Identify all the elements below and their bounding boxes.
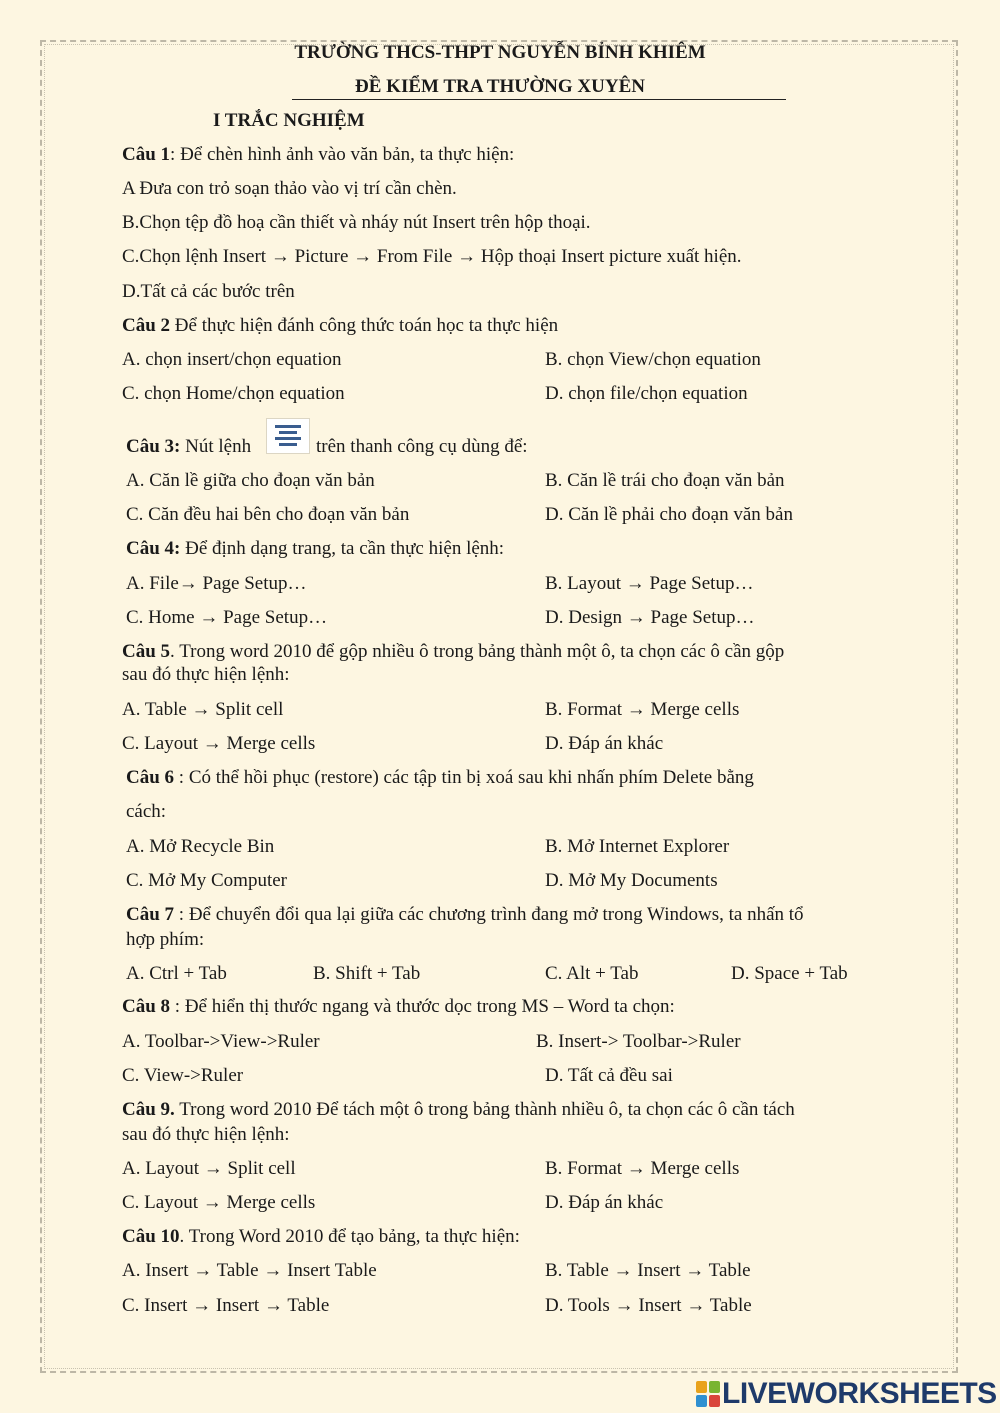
- question-label: Câu 8: [122, 996, 171, 1017]
- exam-title: ĐỀ KIỂM TRA THƯỜNG XUYÊN: [355, 76, 645, 97]
- question-text: : Để hiển thị thước ngang và thước dọc trong MS – Word ta chọn:: [170, 996, 675, 1017]
- question-text: Nút lệnh: [180, 436, 252, 457]
- question-text: Để thực hiện đánh công thức toán học ta thực hiện: [170, 315, 559, 336]
- question-5-cont: sau đó thực hiện lệnh:: [122, 664, 290, 685]
- q10-option-c[interactable]: C. Insert → Insert → Table: [122, 1295, 330, 1316]
- question-label: Câu 3:: [126, 436, 181, 457]
- q5-option-c[interactable]: C. Layout → Merge cells: [122, 733, 316, 754]
- q9-option-b[interactable]: B. Format → Merge cells: [545, 1158, 740, 1179]
- logo-square: [709, 1395, 720, 1407]
- q6-option-b[interactable]: B. Mở Internet Explorer: [545, 836, 730, 857]
- question-text-cont: trên thanh công cụ dùng để:: [316, 436, 528, 457]
- question-text: . Trong word 2010 để gộp nhiều ô trong bảng thành một ô, ta chọn các ô cần gộp: [170, 641, 785, 662]
- q7-option-b[interactable]: B. Shift + Tab: [313, 963, 421, 984]
- q5-option-b[interactable]: B. Format → Merge cells: [545, 699, 740, 720]
- question-3: [126, 436, 251, 458]
- q4-option-c[interactable]: C. Home → Page Setup…: [126, 607, 328, 628]
- q10-option-d[interactable]: D. Tools → Insert → Table: [545, 1295, 752, 1316]
- question-text: . Trong Word 2010 để tạo bảng, ta thực hiện:: [179, 1226, 520, 1247]
- q3-option-b[interactable]: B. Căn lề trái cho đoạn văn bản: [545, 470, 785, 491]
- q2-option-c[interactable]: C. chọn Home/chọn equation: [122, 383, 345, 404]
- q8-option-c[interactable]: C. View->Ruler: [122, 1065, 244, 1086]
- question-label: Câu 5: [122, 641, 171, 662]
- question-label: Câu 1: [122, 144, 171, 165]
- q9-option-a[interactable]: A. Layout → Split cell: [122, 1158, 296, 1179]
- question-text: : Có thể hồi phục (restore) các tập tin bị xoá sau khi nhấn phím Delete bằng: [174, 767, 754, 788]
- q1-option-d[interactable]: D.Tất cả các bước trên: [122, 281, 295, 302]
- question-label: Câu 9.: [122, 1099, 175, 1120]
- q5-option-d[interactable]: D. Đáp án khác: [545, 733, 664, 754]
- question-7: [126, 904, 804, 926]
- logo-mark-icon: [696, 1381, 720, 1407]
- q4-option-b[interactable]: B. Layout → Page Setup…: [545, 573, 754, 594]
- question-text: Để định dạng trang, ta cần thực hiện lệnh:: [180, 538, 505, 559]
- section-title: I TRẮC NGHIỆM: [213, 110, 365, 131]
- q7-option-d[interactable]: D. Space + Tab: [731, 963, 848, 984]
- question-6-cont: cách:: [126, 801, 167, 822]
- question-9: [122, 1099, 795, 1121]
- q9-option-c[interactable]: C. Layout → Merge cells: [122, 1192, 316, 1213]
- question-label: Câu 4:: [126, 538, 181, 559]
- q6-option-c[interactable]: C. Mở My Computer: [126, 870, 287, 891]
- q4-option-d[interactable]: D. Design → Page Setup…: [545, 607, 755, 628]
- question-4: [126, 538, 504, 560]
- question-label: Câu 2: [122, 315, 171, 336]
- logo-square: [696, 1395, 707, 1407]
- q6-option-d[interactable]: D. Mở My Documents: [545, 870, 718, 891]
- q7-option-c[interactable]: C. Alt + Tab: [545, 963, 639, 984]
- question-9-cont: sau đó thực hiện lệnh:: [122, 1124, 290, 1145]
- align-center-icon: [266, 418, 310, 454]
- q8-option-a[interactable]: A. Toolbar->View->Ruler: [122, 1031, 320, 1052]
- question-5: [122, 641, 784, 663]
- logo-text: LIVEWORKSHEETS: [722, 1377, 997, 1410]
- q3-option-d[interactable]: D. Căn lề phải cho đoạn văn bản: [545, 504, 793, 525]
- question-10: [122, 1226, 520, 1248]
- q4-option-a[interactable]: A. File→ Page Setup…: [126, 573, 307, 594]
- q1-option-a[interactable]: A Đưa con trỏ soạn thảo vào vị trí cần chèn.: [122, 178, 457, 199]
- school-name: TRƯỜNG THCS-THPT NGUYỄN BỈNH KHIÊM: [294, 42, 706, 63]
- question-6: [126, 767, 754, 789]
- liveworksheets-logo[interactable]: [696, 1378, 997, 1410]
- q6-option-a[interactable]: A. Mở Recycle Bin: [126, 836, 275, 857]
- q1-option-c[interactable]: C.Chọn lệnh Insert → Picture → From File → Hộp thoại Insert picture xuất hiện.: [122, 246, 742, 267]
- q3-option-a[interactable]: A. Căn lề giữa cho đoạn văn bản: [126, 470, 375, 491]
- question-7-cont: hợp phím:: [126, 929, 205, 950]
- q2-option-a[interactable]: A. chọn insert/chọn equation: [122, 349, 342, 370]
- question-text: : Để chuyển đổi qua lại giữa các chương trình đang mở trong Windows, ta nhấn tổ: [174, 904, 804, 925]
- q2-option-b[interactable]: B. chọn View/chọn equation: [545, 349, 761, 370]
- q8-option-d[interactable]: D. Tất cả đều sai: [545, 1065, 673, 1086]
- q10-option-a[interactable]: A. Insert → Table → Insert Table: [122, 1260, 377, 1281]
- logo-square: [696, 1381, 707, 1393]
- question-label: Câu 6: [126, 767, 175, 788]
- title-underline: [292, 99, 786, 100]
- question-text: Trong word 2010 Để tách một ô trong bảng thành nhiều ô, ta chọn các ô cần tách: [174, 1099, 795, 1120]
- question-8: [122, 996, 675, 1018]
- q7-option-a[interactable]: A. Ctrl + Tab: [126, 963, 227, 984]
- q10-option-b[interactable]: B. Table → Insert → Table: [545, 1260, 751, 1281]
- question-2: [122, 315, 558, 337]
- q1-option-b[interactable]: B.Chọn tệp đồ hoạ cần thiết và nháy nút Insert trên hộp thoại.: [122, 212, 591, 233]
- q2-option-d[interactable]: D. chọn file/chọn equation: [545, 383, 748, 404]
- q8-option-b[interactable]: B. Insert-> Toolbar->Ruler: [536, 1031, 741, 1052]
- question-1: [122, 144, 514, 166]
- logo-square: [709, 1381, 720, 1393]
- q9-option-d[interactable]: D. Đáp án khác: [545, 1192, 664, 1213]
- q5-option-a[interactable]: A. Table → Split cell: [122, 699, 284, 720]
- question-label: Câu 7: [126, 904, 175, 925]
- question-label: Câu 10: [122, 1226, 180, 1247]
- q3-option-c[interactable]: C. Căn đều hai bên cho đoạn văn bản: [126, 504, 410, 525]
- question-text: : Để chèn hình ảnh vào văn bản, ta thực hiện:: [170, 144, 515, 165]
